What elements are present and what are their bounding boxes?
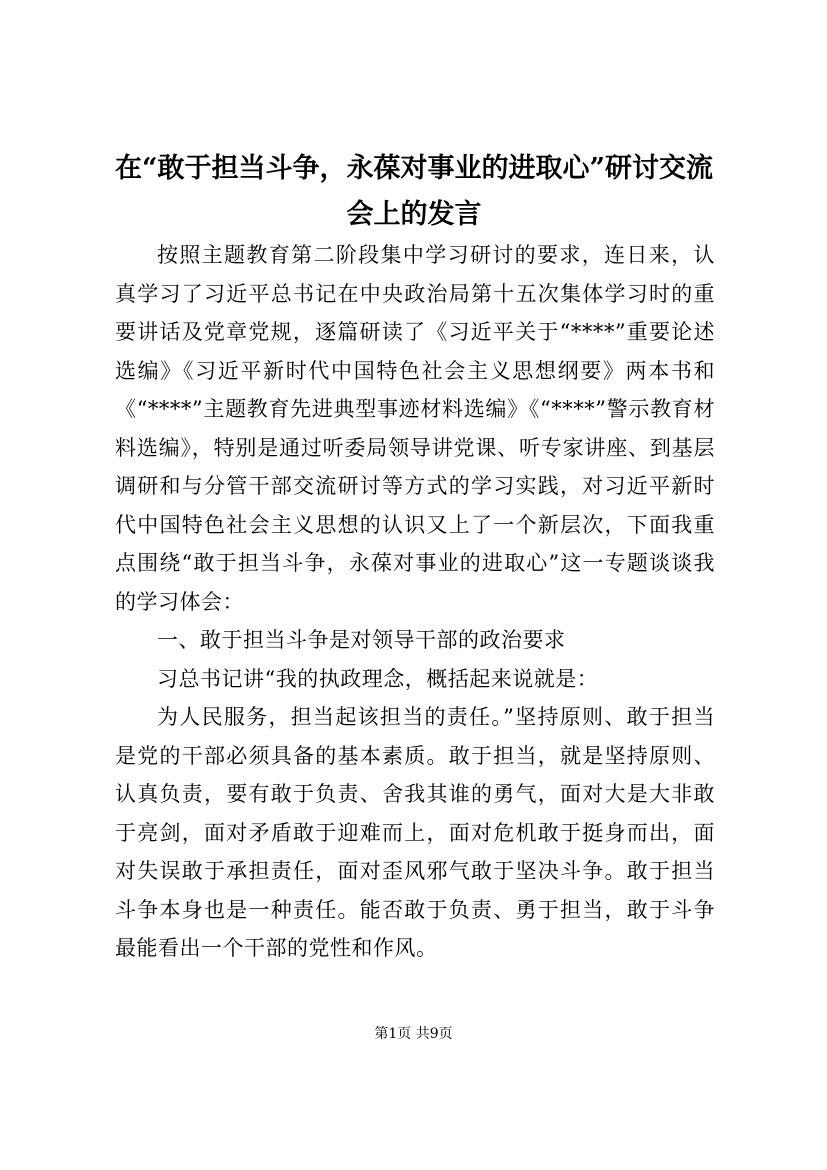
paragraph-quote: 习总书记讲“我的执政理念，概括起来说就是： [157, 666, 599, 691]
document-body [115, 236, 715, 968]
document-title: 在“敢于担当斗争，永葆对事业的进取心”研讨交流会上的发言 [114, 153, 714, 230]
section-heading: 一、敢于担当斗争是对领导干部的政治要求 [157, 628, 566, 652]
paragraph-body: 为人民服务，担当起该担当的责任。”坚持原则、敢于担当是党的干部必须具备的基本素质。敢于担当，就是坚持原则、认真负责，要有敢于负责、舍我其谁的勇气，面对大是大非敢于亮剑，面对矛盾敢于迎难而上，面对危机敢于挺身而出，面对失误敢于承担责任，面对歪风邪气敢于坚决斗争。敢于担当斗争本身也是一种责任。能否敢于负责、勇于担当，敢于斗争最能看出一个干部的党性和作风。 [115, 705, 715, 960]
page-footer: 第1页 共9页 [374, 1026, 453, 1042]
paragraph-intro: 按照主题教育第二阶段集中学习研讨的要求，连日来，认真学习了习近平总书记在中央政治局第十五次集体学习时的重要讲话及党章党规，逐篇研读了《习近平关于“****”重要论述选编》《习近平新时代中国特色社会主义思想纲要》两本书和《“****”主题教育先进典型事迹材料选编》《“****”警示教育材料选编》，特别是通过听委局领导讲党课、听专家讲座、到基层调研和与分管干部交流研讨等方式的学习实践，对习近平新时代中国特色社会主义思想的认识又上了一个新层次，下面我重点围绕“敢于担当斗争，永葆对事业的进取心”这一专题谈谈我的学习体会： [115, 243, 715, 614]
